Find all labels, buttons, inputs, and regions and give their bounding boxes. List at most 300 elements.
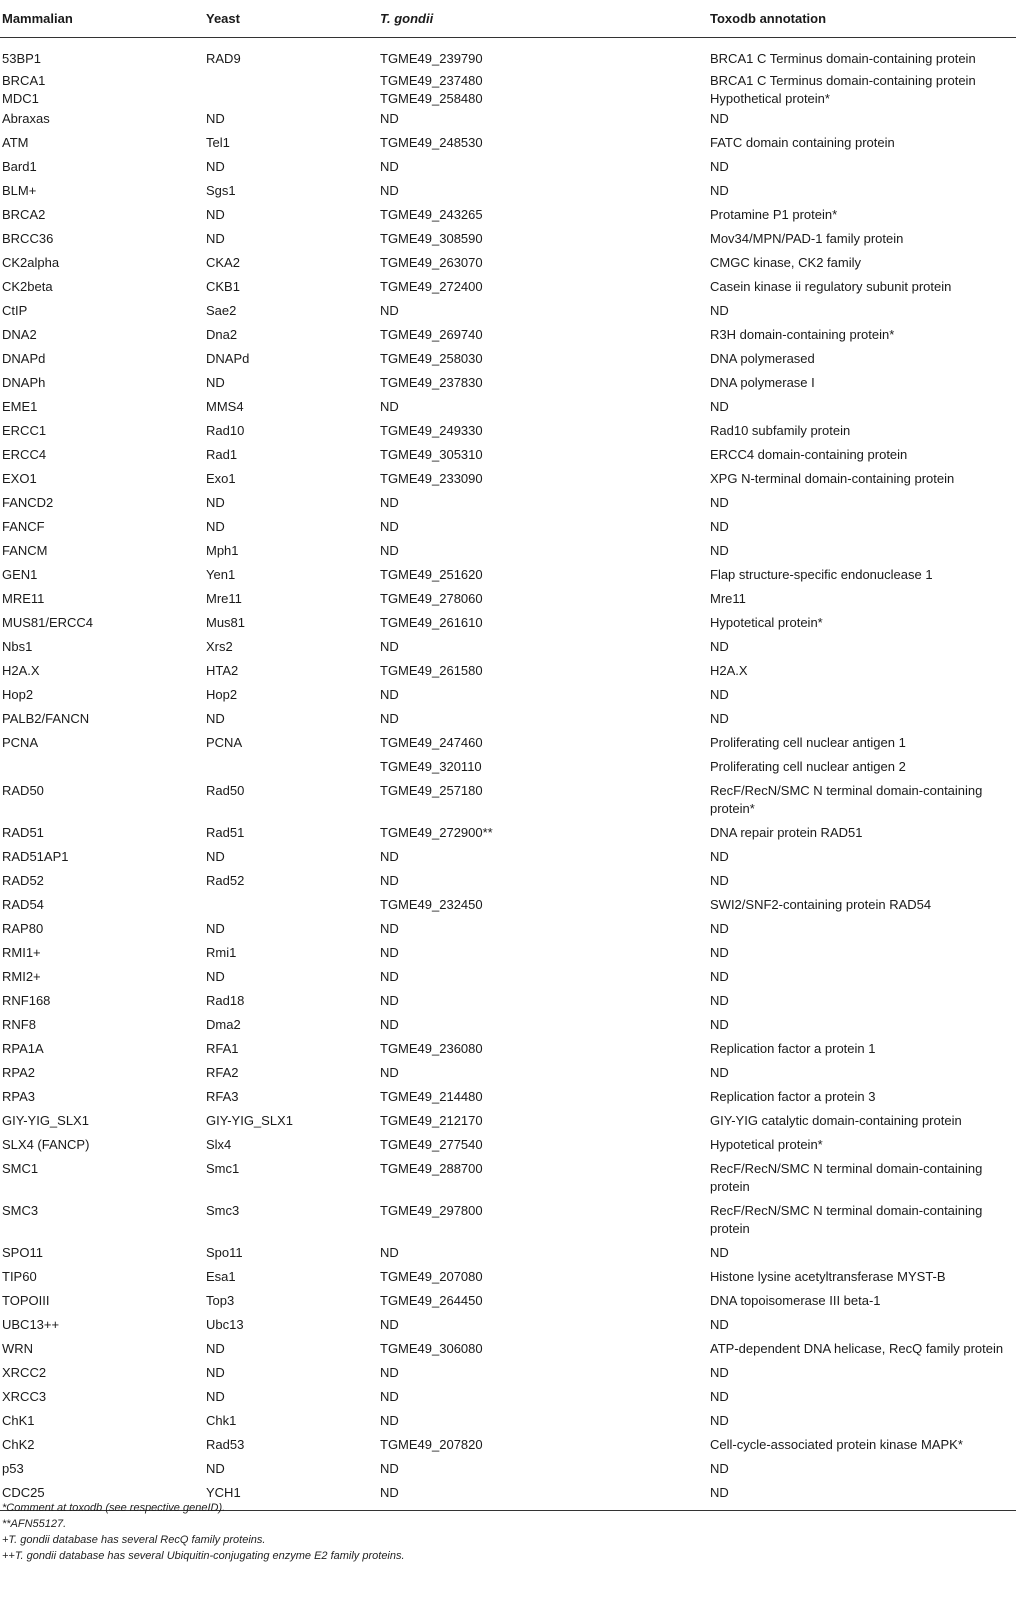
cell-mammalian: FANCD2 <box>2 495 54 510</box>
table-row <box>0 1290 1016 1314</box>
header-toxodb-annotation: Toxodb annotation <box>708 0 1016 38</box>
cell-yeast: RFA3 <box>206 1089 239 1104</box>
footnote-1: *Comment at toxodb (see respective geneID). <box>2 1502 226 1514</box>
cell-mammalian: DNA2 <box>2 327 37 342</box>
cell-yeast: Sae2 <box>206 303 237 318</box>
cell-t-gondii: TGME49_264450 <box>380 1293 483 1308</box>
cell-yeast: Spo11 <box>206 1245 243 1260</box>
cell-mammalian: PALB2/FANCN <box>2 711 90 726</box>
cell-yeast: DNAPd <box>206 351 250 366</box>
cell-yeast <box>204 894 378 918</box>
cell-annotation: ND <box>710 849 729 864</box>
cell-yeast: Yen1 <box>206 567 236 582</box>
cell-mammalian: FANCF <box>2 519 45 534</box>
table-row <box>0 732 1016 756</box>
cell-yeast: ND <box>206 495 225 510</box>
cell-yeast <box>204 72 378 90</box>
cell-annotation: SWI2/SNF2-containing protein RAD54 <box>710 897 932 912</box>
cell-annotation: R3H domain-containing protein* <box>710 327 895 342</box>
cell-mammalian: RAP80 <box>2 921 44 936</box>
cell-annotation: ND <box>710 1365 729 1380</box>
cell-annotation: DNA polymerase I <box>710 375 815 390</box>
cell-mammalian: RNF8 <box>2 1017 36 1032</box>
cell-t-gondii: TGME49_233090 <box>380 471 483 486</box>
cell-yeast: Hop2 <box>206 687 238 702</box>
cell-t-gondii: ND <box>380 519 399 534</box>
cell-t-gondii: TGME49_243265 <box>380 207 483 222</box>
cell-yeast: Rad1 <box>206 447 238 462</box>
cell-t-gondii: ND <box>380 1065 399 1080</box>
cell-annotation: ND <box>710 543 729 558</box>
table-row <box>0 396 1016 420</box>
table-row <box>0 1086 1016 1110</box>
cell-t-gondii: TGME49_232450 <box>380 897 483 912</box>
cell-annotation: DNA topoisomerase III beta-1 <box>710 1293 881 1308</box>
cell-annotation: Casein kinase ii regulatory subunit protein <box>710 279 952 294</box>
cell-annotation: CMGC kinase, CK2 family <box>710 255 861 270</box>
table-row <box>0 780 1016 822</box>
cell-t-gondii: TGME49_207820 <box>380 1437 483 1452</box>
cell-yeast: CKB1 <box>206 279 240 294</box>
cell-mammalian: BLM+ <box>2 183 37 198</box>
cell-mammalian: RAD52 <box>2 873 44 888</box>
cell-t-gondii: ND <box>380 921 399 936</box>
cell-annotation: ND <box>710 1017 729 1032</box>
cell-yeast <box>204 756 378 780</box>
cell-t-gondii: TGME49_236080 <box>380 1041 483 1056</box>
table-row <box>0 132 1016 156</box>
cell-annotation: ND <box>710 111 729 126</box>
cell-annotation: ND <box>710 159 729 174</box>
cell-t-gondii: TGME49_251620 <box>380 567 483 582</box>
cell-t-gondii: ND <box>380 639 399 654</box>
cell-t-gondii: TGME49_269740 <box>380 327 483 342</box>
cell-yeast: ND <box>206 159 225 174</box>
table-row <box>0 540 1016 564</box>
table-row <box>0 846 1016 870</box>
cell-yeast: Rad52 <box>206 873 245 888</box>
cell-annotation: Hypotetical protein* <box>710 1137 823 1152</box>
cell-mammalian: RPA3 <box>2 1089 35 1104</box>
cell-yeast: ND <box>206 969 225 984</box>
cell-mammalian: p53 <box>2 1461 24 1476</box>
cell-yeast: ND <box>206 1365 225 1380</box>
cell-t-gondii: ND <box>380 1365 399 1380</box>
table-row <box>0 156 1016 180</box>
cell-mammalian: CK2beta <box>2 279 53 294</box>
cell-annotation: Flap structure-specific endonuclease 1 <box>710 567 933 582</box>
cell-yeast: Sgs1 <box>206 183 236 198</box>
table-row <box>0 1338 1016 1362</box>
cell-yeast: ND <box>206 1389 225 1404</box>
table-row <box>0 1410 1016 1434</box>
cell-annotation: ND <box>710 945 729 960</box>
cell-mammalian: MUS81/ERCC4 <box>2 615 94 630</box>
cell-mammalian: SPO11 <box>2 1245 43 1260</box>
cell-t-gondii: ND <box>380 1317 399 1332</box>
table-row <box>0 492 1016 516</box>
cell-annotation: BRCA1 C Terminus domain-containing protein <box>710 51 976 66</box>
cell-t-gondii: TGME49_261580 <box>380 663 483 678</box>
table-header-row <box>0 0 1016 38</box>
cell-t-gondii: ND <box>380 495 399 510</box>
cell-annotation: ATP-dependent DNA helicase, RecQ family protein <box>710 1341 1004 1356</box>
cell-yeast: Exo1 <box>206 471 236 486</box>
cell-annotation: ND <box>710 183 729 198</box>
table-row <box>0 966 1016 990</box>
cell-mammalian: RMI1+ <box>2 945 41 960</box>
cell-t-gondii: TGME49_308590 <box>380 231 483 246</box>
table-row <box>0 1062 1016 1086</box>
cell-annotation: ND <box>710 1389 729 1404</box>
cell-mammalian: RNF168 <box>2 993 51 1008</box>
cell-annotation: ND <box>710 969 729 984</box>
cell-mammalian: CDC25 <box>0 1482 204 1511</box>
table-row <box>0 90 1016 108</box>
cell-annotation: ND <box>710 639 729 654</box>
cell-mammalian: H2A.X <box>2 663 40 678</box>
cell-mammalian: ERCC4 <box>2 447 47 462</box>
cell-mammalian: BRCC36 <box>2 231 54 246</box>
cell-annotation: ND <box>710 687 729 702</box>
table-row <box>0 348 1016 372</box>
cell-mammalian: ATM <box>2 135 29 150</box>
cell-mammalian: EXO1 <box>2 471 37 486</box>
table-row <box>0 990 1016 1014</box>
cell-t-gondii: TGME49_272900** <box>380 825 493 840</box>
cell-annotation: ND <box>710 1413 729 1428</box>
cell-annotation: ND <box>710 1317 729 1332</box>
cell-mammalian: XRCC3 <box>2 1389 47 1404</box>
table-row <box>0 822 1016 846</box>
cell-t-gondii: TGME49_258480 <box>380 91 483 106</box>
cell-mammalian: SMC3 <box>2 1203 39 1218</box>
cell-yeast: Ubc13 <box>206 1317 244 1332</box>
table-row <box>0 444 1016 468</box>
header-yeast: Yeast <box>204 0 378 38</box>
table-row <box>0 108 1016 132</box>
cell-annotation: DNA polymerased <box>710 351 815 366</box>
cell-mammalian <box>0 756 204 780</box>
cell-t-gondii: TGME49_306080 <box>380 1341 483 1356</box>
cell-t-gondii: ND <box>380 543 399 558</box>
cell-yeast: ND <box>206 519 225 534</box>
cell-t-gondii: TGME49_278060 <box>380 591 483 606</box>
table-row <box>0 180 1016 204</box>
cell-t-gondii: ND <box>380 1461 399 1476</box>
cell-annotation: Proliferating cell nuclear antigen 2 <box>710 759 906 774</box>
table-row <box>0 276 1016 300</box>
cell-mammalian: ChK2 <box>2 1437 35 1452</box>
cell-t-gondii: ND <box>380 873 399 888</box>
cell-mammalian: BRCA1 <box>2 73 46 88</box>
cell-t-gondii: TGME49_214480 <box>380 1089 483 1104</box>
table-row <box>0 564 1016 588</box>
header-mammalian: Mammalian <box>0 0 204 38</box>
cell-mammalian: RMI2+ <box>2 969 41 984</box>
cell-yeast: Slx4 <box>206 1137 232 1152</box>
table-row <box>0 1110 1016 1134</box>
cell-yeast: GIY-YIG_SLX1 <box>206 1113 293 1128</box>
table-row <box>0 204 1016 228</box>
table-row <box>0 612 1016 636</box>
cell-mammalian: ERCC1 <box>2 423 47 438</box>
cell-yeast: ND <box>206 231 225 246</box>
table-row <box>0 1242 1016 1266</box>
table-row <box>0 1038 1016 1062</box>
cell-yeast: Xrs2 <box>206 639 233 654</box>
cell-t-gondii: ND <box>380 849 399 864</box>
cell-yeast: PCNA <box>206 735 243 750</box>
cell-annotation: Replication factor a protein 3 <box>710 1089 876 1104</box>
cell-yeast: ND <box>206 207 225 222</box>
cell-annotation: ND <box>710 993 729 1008</box>
table-row <box>0 300 1016 324</box>
cell-t-gondii: TGME49_288700 <box>380 1161 483 1176</box>
table-row <box>0 1434 1016 1458</box>
table-row <box>0 756 1016 780</box>
table-row <box>0 684 1016 708</box>
cell-annotation: ND <box>710 303 729 318</box>
cell-annotation: ND <box>710 1245 729 1260</box>
cell-annotation: RecF/RecN/SMC N terminal domain-containing protein <box>710 1203 983 1236</box>
cell-mammalian: TIP60 <box>2 1269 37 1284</box>
cell-t-gondii: TGME49_272400 <box>380 279 483 294</box>
cell-mammalian: Nbs1 <box>2 639 33 654</box>
cell-yeast: ND <box>206 375 225 390</box>
cell-annotation: DNA repair protein RAD51 <box>710 825 863 840</box>
footnote-4: ++T. gondii database has several Ubiquitin-conjugating enzyme E2 family proteins. <box>2 1550 405 1562</box>
footnotes <box>2 1500 1002 1564</box>
cell-yeast: Chk1 <box>206 1413 237 1428</box>
cell-yeast <box>204 90 378 108</box>
table-row <box>0 1314 1016 1338</box>
cell-annotation: RecF/RecN/SMC N terminal domain-containing protein* <box>710 783 983 816</box>
cell-annotation: ND <box>710 1461 729 1476</box>
table-row <box>0 38 1016 73</box>
cell-t-gondii: ND <box>380 1017 399 1032</box>
cell-yeast: CKA2 <box>206 255 240 270</box>
table-row <box>0 1134 1016 1158</box>
cell-mammalian: MRE11 <box>2 591 45 606</box>
cell-yeast: Smc3 <box>206 1203 240 1218</box>
table-row <box>0 636 1016 660</box>
table-row <box>0 420 1016 444</box>
cell-yeast: HTA2 <box>206 663 239 678</box>
table-row <box>0 372 1016 396</box>
cell-yeast: Mre11 <box>206 591 242 606</box>
cell-yeast: ND <box>206 921 225 936</box>
cell-annotation: ND <box>710 873 729 888</box>
cell-yeast: Dna2 <box>206 327 238 342</box>
cell-mammalian: RAD51 <box>2 825 44 840</box>
cell-mammalian: WRN <box>2 1341 34 1356</box>
cell-mammalian: 53BP1 <box>2 51 42 66</box>
cell-annotation: Replication factor a protein 1 <box>710 1041 876 1056</box>
cell-mammalian: DNAPd <box>2 351 46 366</box>
cell-yeast: Rad51 <box>206 825 245 840</box>
cell-t-gondii: ND <box>380 1245 399 1260</box>
cell-mammalian: CtIP <box>2 303 28 318</box>
cell-annotation: FATC domain containing protein <box>710 135 895 150</box>
cell-annotation: XPG N-terminal domain-containing protein <box>710 471 955 486</box>
table-row <box>0 942 1016 966</box>
cell-yeast: RAD9 <box>206 51 241 66</box>
cell-annotation: Rad10 subfamily protein <box>710 423 851 438</box>
cell-t-gondii: TGME49_247460 <box>380 735 483 750</box>
cell-yeast: Dma2 <box>206 1017 241 1032</box>
cell-mammalian: Hop2 <box>2 687 34 702</box>
cell-yeast: ND <box>206 111 225 126</box>
cell-mammalian: GIY-YIG_SLX1 <box>2 1113 89 1128</box>
table-row <box>0 588 1016 612</box>
cell-t-gondii: TGME49_277540 <box>380 1137 483 1152</box>
table-row <box>0 252 1016 276</box>
cell-t-gondii: TGME49_237480 <box>380 73 483 88</box>
cell-yeast: Top3 <box>206 1293 235 1308</box>
cell-yeast: ND <box>206 1461 225 1476</box>
table-row <box>0 72 1016 90</box>
cell-yeast: Mus81 <box>206 615 246 630</box>
footnote-3: +T. gondii database has several RecQ family proteins. <box>2 1534 266 1546</box>
cell-t-gondii: TGME49_207080 <box>380 1269 483 1284</box>
cell-t-gondii: TGME49_261610 <box>380 615 483 630</box>
cell-yeast: Smc1 <box>206 1161 240 1176</box>
table-row <box>0 894 1016 918</box>
cell-yeast: Rad10 <box>206 423 245 438</box>
cell-t-gondii: ND <box>380 1389 399 1404</box>
cell-annotation: ND <box>708 1482 1016 1511</box>
table-row <box>0 660 1016 684</box>
cell-t-gondii: ND <box>380 945 399 960</box>
table-row <box>0 708 1016 732</box>
cell-annotation: Proliferating cell nuclear antigen 1 <box>710 735 906 750</box>
cell-t-gondii: ND <box>380 1413 399 1428</box>
table-row <box>0 1458 1016 1482</box>
cell-annotation: ND <box>710 921 729 936</box>
cell-yeast: Mph1 <box>206 543 239 558</box>
table-row <box>0 228 1016 252</box>
cell-t-gondii: ND <box>380 111 399 126</box>
cell-mammalian: MDC1 <box>2 91 39 106</box>
cell-mammalian: RPA1A <box>2 1041 44 1056</box>
cell-mammalian: RAD54 <box>2 897 44 912</box>
cell-annotation: Protamine P1 protein* <box>710 207 838 222</box>
cell-t-gondii: ND <box>380 711 399 726</box>
cell-t-gondii: TGME49_305310 <box>380 447 483 462</box>
cell-annotation: ND <box>710 1065 729 1080</box>
cell-yeast: RFA2 <box>206 1065 239 1080</box>
cell-yeast: RFA1 <box>206 1041 239 1056</box>
cell-t-gondii: ND <box>380 993 399 1008</box>
cell-t-gondii: TGME49_320110 <box>380 759 482 774</box>
cell-t-gondii: TGME49_248530 <box>380 135 483 150</box>
cell-mammalian: FANCM <box>2 543 48 558</box>
cell-mammalian: ChK1 <box>2 1413 35 1428</box>
cell-yeast: Rmi1 <box>206 945 237 960</box>
table-row <box>0 918 1016 942</box>
cell-t-gondii: TGME49_258030 <box>380 351 483 366</box>
table-row <box>0 468 1016 492</box>
cell-t-gondii: ND <box>380 399 399 414</box>
cell-mammalian: SMC1 <box>2 1161 39 1176</box>
cell-t-gondii: TGME49_249330 <box>380 423 483 438</box>
cell-mammalian: UBC13++ <box>2 1317 60 1332</box>
cell-annotation: GIY-YIG catalytic domain-containing protein <box>710 1113 962 1128</box>
cell-annotation: ND <box>710 519 729 534</box>
cell-annotation: Histone lysine acetyltransferase MYST-B <box>710 1269 946 1284</box>
cell-mammalian: PCNA <box>2 735 39 750</box>
cell-t-gondii: ND <box>380 687 399 702</box>
cell-mammalian: Bard1 <box>2 159 37 174</box>
table-body <box>0 38 1016 1511</box>
table-row <box>0 1014 1016 1038</box>
table-row <box>0 1200 1016 1242</box>
table-row <box>0 516 1016 540</box>
cell-yeast: Rad50 <box>206 783 245 798</box>
cell-yeast: YCH1 <box>204 1482 378 1511</box>
cell-annotation: H2A.X <box>710 663 748 678</box>
footnote-2: **AFN55127. <box>2 1518 67 1530</box>
table-row <box>0 1266 1016 1290</box>
cell-mammalian: GEN1 <box>2 567 38 582</box>
table-row <box>0 1158 1016 1200</box>
cell-yeast: Rad18 <box>206 993 245 1008</box>
cell-t-gondii: ND <box>380 159 399 174</box>
cell-annotation: ND <box>710 399 729 414</box>
cell-t-gondii: TGME49_263070 <box>380 255 483 270</box>
cell-t-gondii: ND <box>380 969 399 984</box>
cell-yeast: ND <box>206 849 225 864</box>
cell-mammalian: CK2alpha <box>2 255 60 270</box>
cell-annotation: Hypotetical protein* <box>710 615 823 630</box>
table-row <box>0 1386 1016 1410</box>
cell-t-gondii: TGME49_257180 <box>380 783 483 798</box>
cell-t-gondii: ND <box>378 1482 708 1511</box>
cell-mammalian: TOPOIII <box>2 1293 50 1308</box>
cell-mammalian: RPA2 <box>2 1065 35 1080</box>
cell-annotation: RecF/RecN/SMC N terminal domain-containing protein <box>710 1161 983 1194</box>
cell-annotation: ND <box>710 495 729 510</box>
cell-annotation: Cell-cycle-associated protein kinase MAPK* <box>710 1437 963 1452</box>
cell-mammalian: RAD50 <box>2 783 44 798</box>
cell-yeast: ND <box>206 711 225 726</box>
cell-mammalian: XRCC2 <box>2 1365 47 1380</box>
cell-yeast: Rad53 <box>206 1437 245 1452</box>
cell-annotation: ND <box>710 711 729 726</box>
cell-mammalian: EME1 <box>2 399 38 414</box>
cell-annotation: Mov34/MPN/PAD-1 family protein <box>710 231 904 246</box>
cell-t-gondii: ND <box>380 303 399 318</box>
cell-yeast: MMS4 <box>206 399 244 414</box>
cell-annotation: Hypothetical protein* <box>710 91 830 106</box>
cell-annotation: Mre11 <box>710 591 746 606</box>
cell-t-gondii: ND <box>380 183 399 198</box>
header-t-gondii: T. gondii <box>378 0 708 38</box>
cell-yeast: Esa1 <box>206 1269 236 1284</box>
table-row <box>0 324 1016 348</box>
cell-annotation: BRCA1 C Terminus domain-containing protein <box>710 73 976 88</box>
cell-mammalian: SLX4 (FANCP) <box>2 1137 90 1152</box>
cell-yeast: Tel1 <box>206 135 230 150</box>
cell-t-gondii: TGME49_212170 <box>380 1113 483 1128</box>
cell-mammalian: BRCA2 <box>2 207 46 222</box>
cell-t-gondii: TGME49_237830 <box>380 375 483 390</box>
cell-t-gondii: TGME49_239790 <box>380 51 483 66</box>
table-row <box>0 870 1016 894</box>
cell-mammalian: Abraxas <box>2 111 50 126</box>
cell-annotation: ERCC4 domain-containing protein <box>710 447 908 462</box>
